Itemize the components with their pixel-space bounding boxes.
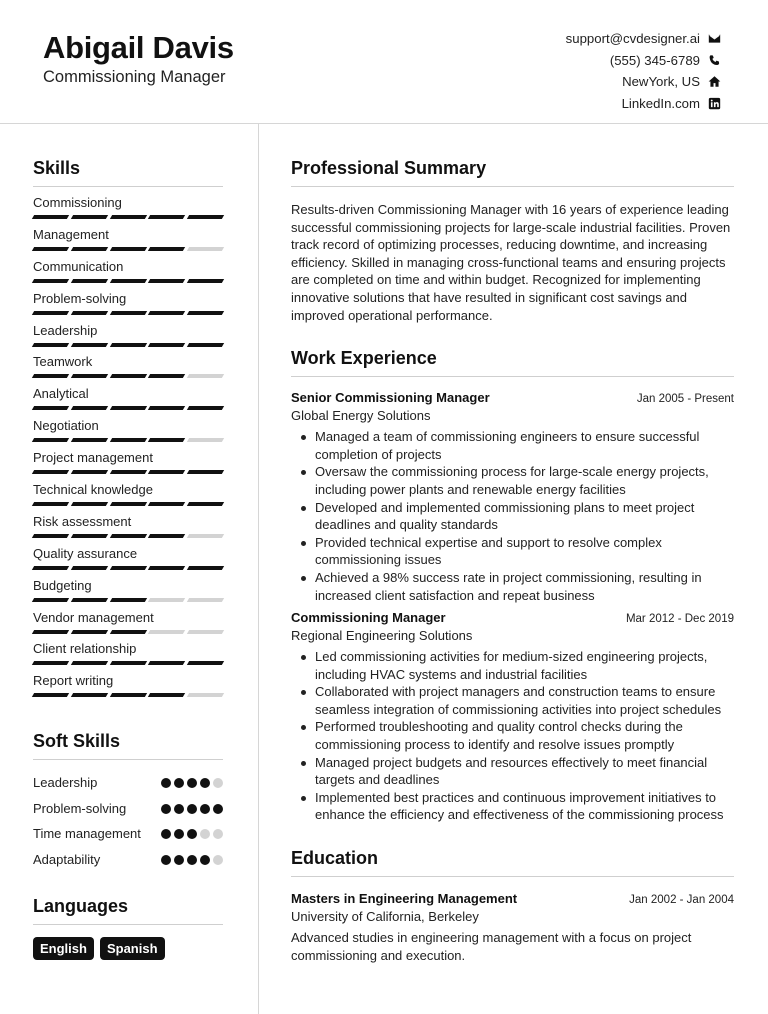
languages-heading: Languages [33,896,223,925]
skill-level-segment [148,470,185,474]
job-entry [291,390,734,604]
skill-name: Commissioning [33,195,122,210]
skill-level-segment [71,693,108,697]
skill-level-segment [71,343,108,347]
skill-level-segment [187,215,224,219]
school-name: University of California, Berkeley [291,909,479,925]
rating-dot [174,829,184,839]
job-bullet: Collaborated with project managers and construction teams to ensure seamless integration of commissioning activities into project schedules [315,683,734,718]
skill-level-segment [32,406,69,410]
skill-level-segment [109,311,146,315]
skill-level-segment [32,215,69,219]
skill-level-segment [187,661,224,665]
skill-level-segment [109,534,146,538]
jobs-list [291,390,734,824]
skill-level-bar [33,311,223,315]
job-title: Commissioning Manager [291,610,446,626]
skill-level-segment [187,470,224,474]
soft-skill-name: Adaptability [33,851,101,867]
skill-level-segment [148,311,185,315]
skill-name: Project management [33,450,153,466]
job-bullet: Implemented best practices and continuous improvement initiatives to enhance the efficiency and effectiveness of the commissioning process [315,789,734,824]
skill-level-segment [109,630,146,634]
rating-dot [174,778,184,788]
skill-level-segment [71,438,108,442]
skill-level-segment [187,279,224,283]
skill-level-segment [148,661,185,665]
skill-level-segment [71,534,108,538]
skill-level-bar [33,279,223,283]
left-column [33,124,223,960]
skill-level-bar [33,534,223,538]
candidate-role: Commissioning Manager [43,68,226,86]
skill-item [33,442,223,474]
skill-level-segment [148,534,185,538]
skill-item [33,219,223,251]
envelope-icon [707,32,721,46]
skill-level-segment [32,598,69,602]
soft-skill-item [33,821,223,847]
job-bullet: Provided technical expertise and support to resolve complex commissioning issues [315,534,734,569]
skill-level-segment [148,693,185,697]
skills-heading: Skills [33,158,223,187]
job-dates: Mar 2012 - Dec 2019 [625,613,734,626]
education-heading: Education [291,848,734,877]
skill-level-segment [71,630,108,634]
soft-skill-item [33,847,223,873]
rating-dot [161,829,171,839]
resume-header [0,0,768,124]
job-header [291,390,734,405]
skill-item [33,538,223,570]
education-dates: Jan 2002 - Jan 2004 [629,894,734,907]
skill-level-segment [32,534,69,538]
rating-dot [200,855,210,865]
phone-icon [707,53,721,67]
soft-skill-rating [161,778,223,788]
soft-skills-heading: Soft Skills [33,731,223,760]
skill-item [33,378,223,410]
rating-dot [187,804,197,814]
contact-location-text: NewYork, US [622,74,700,90]
skill-level-segment [148,247,185,251]
skill-item [33,283,223,315]
skill-level-bar [33,502,223,506]
skill-level-bar [33,630,223,634]
soft-skill-name: Problem-solving [33,800,127,816]
skill-name: Client relationship [33,641,137,657]
work-heading: Work Experience [291,348,734,377]
job-bullet: Oversaw the commissioning process for large-scale energy projects, including power plants and renewable energy facilities [315,463,734,498]
job-bullet: Performed troubleshooting and quality control checks during the commissioning process to identify and resolve issues promptly [315,718,734,753]
skill-level-segment [187,438,224,442]
skill-level-segment [71,311,108,315]
skill-name: Budgeting [33,577,92,593]
contact-linkedin[interactable] [566,93,721,115]
skill-level-segment [32,343,69,347]
skill-level-bar [33,693,223,697]
rating-dot [200,778,210,788]
skill-level-segment [187,502,224,506]
skill-level-segment [32,279,69,283]
soft-skill-rating [161,829,223,839]
skill-level-bar [33,438,223,442]
skill-level-segment [148,566,185,570]
skill-level-segment [187,374,224,378]
skill-level-segment [109,406,146,410]
skill-level-segment [109,566,146,570]
skill-level-segment [32,502,69,506]
skill-level-segment [148,438,185,442]
skill-level-segment [71,374,108,378]
skill-name: Report writing [33,673,114,689]
skill-level-segment [109,247,146,251]
job-bullet: Developed and implemented commissioning plans to meet project deadlines and quality standards [315,499,734,534]
skill-level-segment [32,247,69,251]
skill-level-bar [33,566,223,570]
language-badge: English [33,937,94,960]
skill-name: Teamwork [33,354,93,370]
skill-level-segment [71,566,108,570]
skill-name: Negotiation [33,418,99,434]
skill-level-segment [148,598,185,602]
skill-level-segment [109,438,146,442]
skill-level-segment [32,661,69,665]
skill-level-segment [109,215,146,219]
skill-level-segment [109,661,146,665]
job-bullet: Achieved a 98% success rate in project commissioning, resulting in increased client satisfaction and repeat business [315,569,734,604]
skill-name: Analytical [33,386,89,402]
skill-item [33,251,223,283]
skill-level-segment [148,406,185,410]
degree-title: Masters in Engineering Management [291,891,518,907]
skill-level-segment [187,247,224,251]
skill-name: Problem-solving [33,290,127,306]
contact-email-text: support@cvdesigner.ai [565,31,700,47]
job-header [291,610,734,625]
skill-level-segment [71,247,108,251]
company-name: Regional Engineering Solutions [291,628,473,644]
candidate-name: Abigail Davis [43,30,234,65]
skill-level-segment [187,406,224,410]
skill-name: Management [33,226,109,242]
rating-dot [174,855,184,865]
skill-level-segment [71,279,108,283]
job-bullet: Managed project budgets and resources effectively to meet financial targets and deadlines [315,754,734,789]
skill-name: Risk assessment [33,513,132,529]
skill-level-bar [33,374,223,378]
skill-name: Leadership [33,322,98,338]
right-column [291,124,734,964]
job-bullet: Managed a team of commissioning engineers to ensure successful completion of projects [315,428,734,463]
soft-skill-item [33,770,223,796]
skill-level-bar [33,343,223,347]
skill-level-segment [148,374,185,378]
skill-level-segment [109,374,146,378]
skill-level-bar [33,406,223,410]
job-title: Senior Commissioning Manager [291,390,490,406]
contact-email[interactable] [566,28,721,50]
job-bullets [291,648,734,824]
rating-dot [213,855,223,865]
rating-dot [200,804,210,814]
skill-item [33,474,223,506]
home-icon [707,75,721,89]
skill-item [33,346,223,378]
education-entry [291,891,734,964]
skill-item [33,187,223,219]
rating-dot [187,778,197,788]
contact-phone-text: (555) 345-6789 [609,52,700,68]
skill-level-segment [109,598,146,602]
skill-item [33,570,223,602]
soft-skill-item [33,796,223,822]
contact-linkedin-text: LinkedIn.com [621,95,700,111]
soft-skills-list [33,770,223,872]
skill-level-segment [148,502,185,506]
education-description: Advanced studies in engineering management with a focus on project commissioning and execution. [291,930,692,963]
skill-level-segment [71,502,108,506]
rating-dot [187,829,197,839]
skill-level-segment [109,693,146,697]
skill-item [33,665,223,697]
skill-level-segment [187,311,224,315]
skill-level-segment [32,566,69,570]
soft-skill-name: Leadership [33,775,98,791]
skill-level-segment [71,406,108,410]
skill-level-segment [32,470,69,474]
skill-level-segment [109,470,146,474]
rating-dot [161,855,171,865]
skill-name: Communication [33,258,124,274]
skill-level-segment [148,630,185,634]
skill-level-segment [187,630,224,634]
job-bullet: Led commissioning activities for medium-sized engineering projects, including HVAC systems and industrial facilities [315,648,734,683]
skill-level-bar [33,470,223,474]
skill-item [33,602,223,634]
skill-level-segment [32,438,69,442]
skill-level-bar [33,215,223,219]
rating-dot [213,804,223,814]
skill-name: Technical knowledge [33,482,153,498]
job-entry [291,610,734,824]
skill-level-bar [33,247,223,251]
skill-level-segment [187,343,224,347]
skill-level-segment [187,566,224,570]
skill-level-segment [109,343,146,347]
company-name: Global Energy Solutions [291,408,431,424]
contact-phone[interactable] [566,50,721,72]
rating-dot [187,855,197,865]
skill-level-segment [187,534,224,538]
job-dates: Jan 2005 - Present [636,393,734,406]
skill-level-segment [32,630,69,634]
skill-level-bar [33,598,223,602]
skills-list [33,187,223,697]
linkedin-icon [707,96,721,110]
rating-dot [161,778,171,788]
soft-skill-name: Time management [33,826,141,842]
languages-list [33,937,223,960]
job-bullets [291,428,734,604]
language-badge: Spanish [100,937,165,960]
skill-level-segment [148,215,185,219]
skill-level-segment [71,661,108,665]
contact-list [566,28,721,114]
skill-level-segment [32,693,69,697]
skill-level-segment [32,311,69,315]
rating-dot [161,804,171,814]
skill-name: Vendor management [33,609,154,625]
skill-item [33,506,223,538]
column-divider [258,124,259,1014]
skill-item [33,633,223,665]
skill-level-segment [148,343,185,347]
skill-level-segment [109,502,146,506]
skill-level-segment [187,598,224,602]
skill-level-segment [109,279,146,283]
summary-text: Results-driven Commissioning Manager with 16 years of experience leading successful commissioning projects for large-scale industrial facilities. Proven track record of optimizing processes, reducing downtime, and increasing efficiency. Skilled in managing cross-functional teams and ensuring projects are completed on time and within budget. Recognized for implementing innovative solutions that have resulted in significant cost savings and improved operational performance. [291,202,731,323]
skill-name: Quality assurance [33,545,138,561]
skill-level-segment [148,279,185,283]
soft-skill-rating [161,855,223,865]
skill-level-segment [71,215,108,219]
skill-level-segment [71,598,108,602]
rating-dot [174,804,184,814]
skill-item [33,410,223,442]
summary-heading: Professional Summary [291,158,734,187]
rating-dot [200,829,210,839]
skill-level-segment [187,693,224,697]
skill-item [33,315,223,347]
rating-dot [213,829,223,839]
skill-level-segment [71,470,108,474]
skill-level-segment [32,374,69,378]
skill-level-bar [33,661,223,665]
soft-skill-rating [161,804,223,814]
contact-location [566,71,721,93]
rating-dot [213,778,223,788]
